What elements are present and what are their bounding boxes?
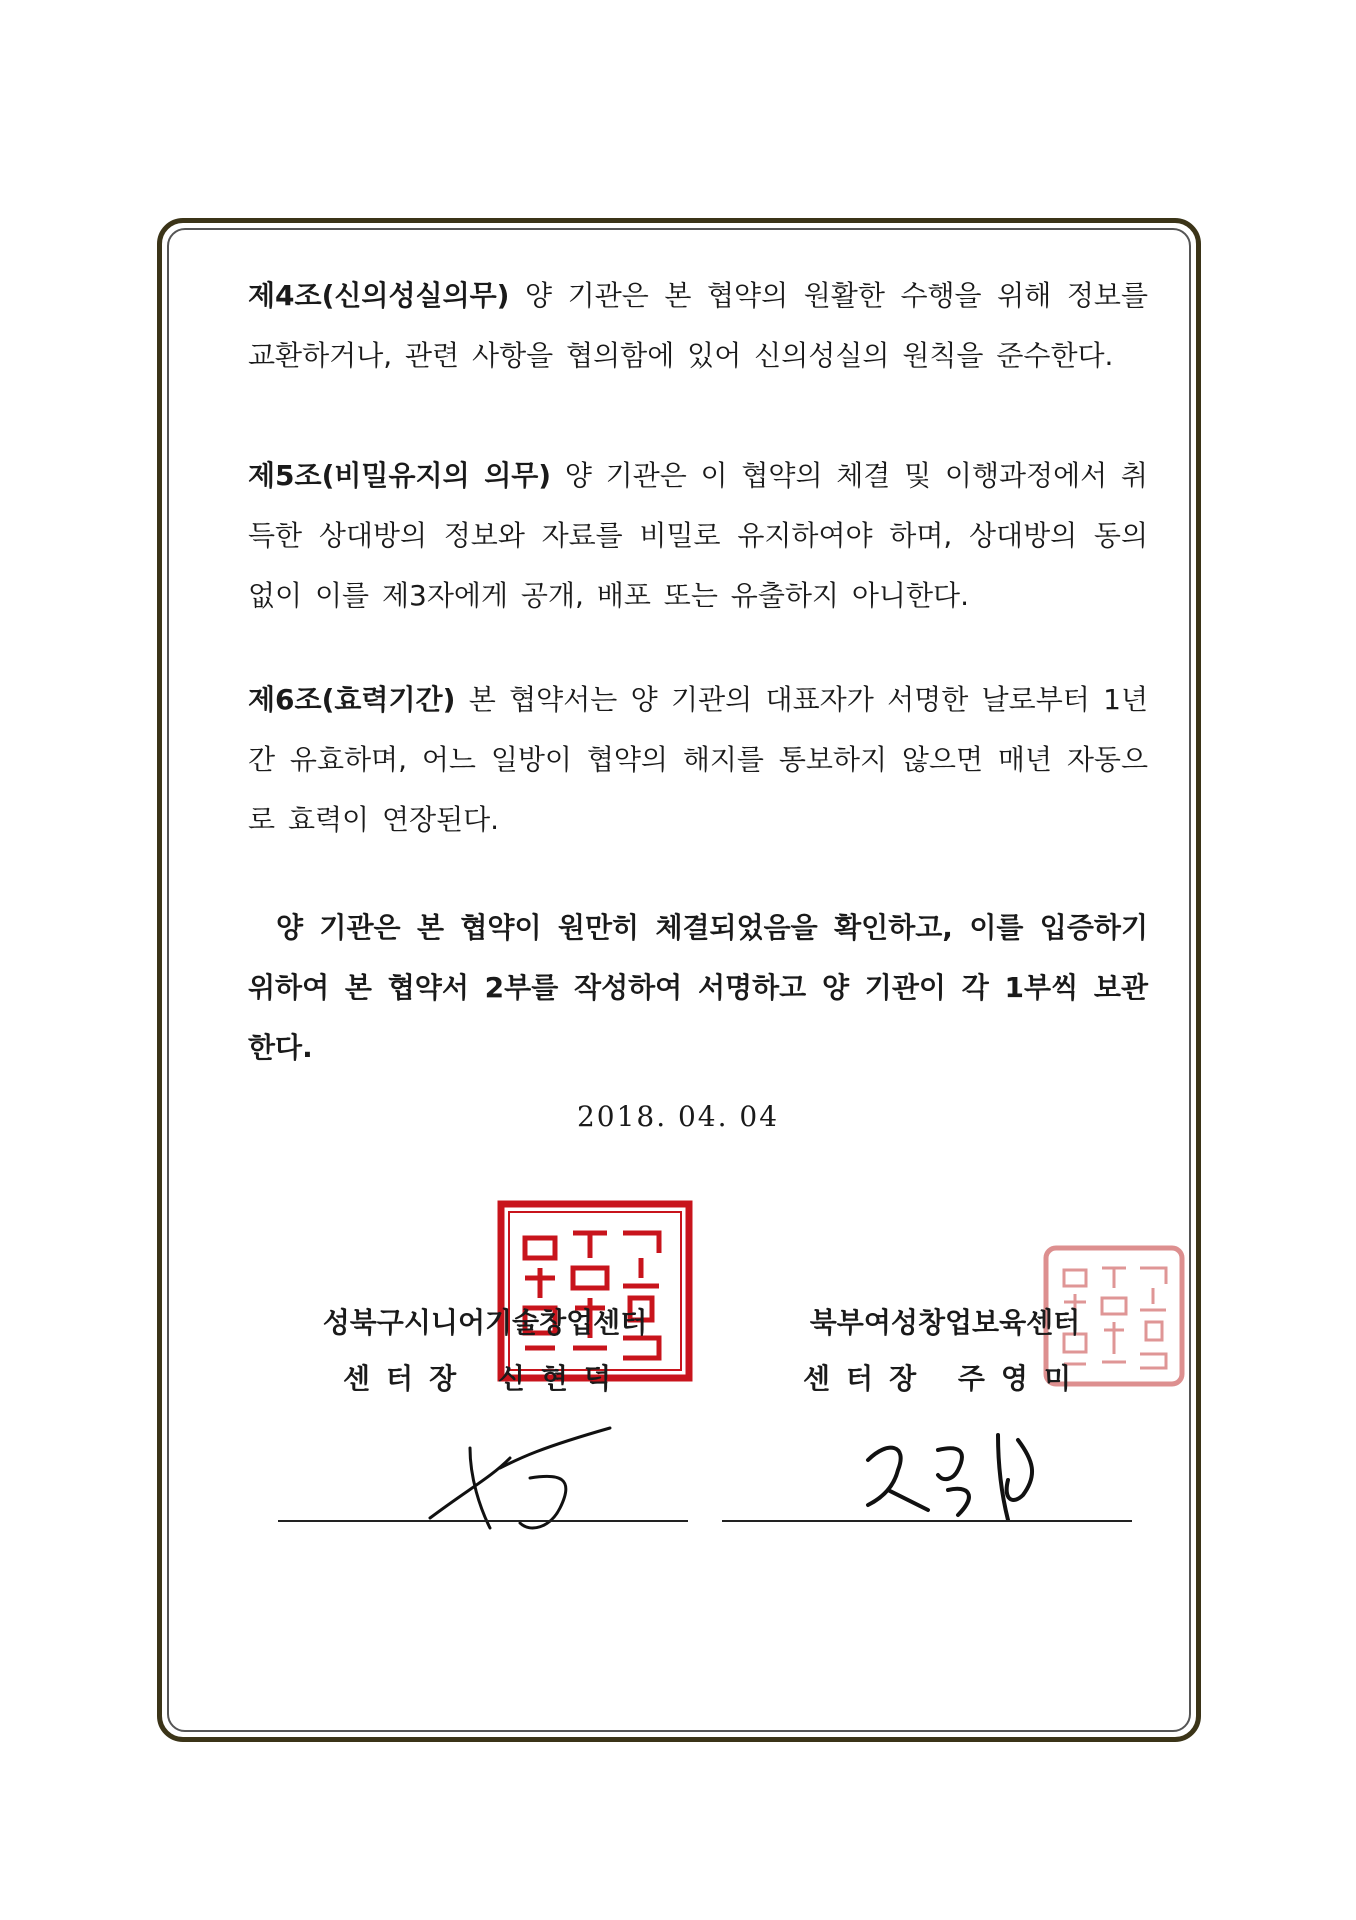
signature-line-left xyxy=(278,1520,688,1522)
article-6 xyxy=(248,670,1148,850)
party-right xyxy=(740,1295,1150,1407)
article-4 xyxy=(248,266,1148,386)
article-text: 양 기관은 본 협약의 원활한 수행을 위해 정보를 교환하거나, 관련 사항을 협의함에 있어 신의성실의 원칙을 준수한다. xyxy=(248,279,1148,372)
signature-line-right xyxy=(722,1520,1132,1522)
agreement-date: 2018. 04. 04 xyxy=(576,1100,780,1133)
party-left xyxy=(280,1295,690,1407)
article-heading: 제6조(효력기간) xyxy=(248,683,456,716)
organization-name: 성북구시니어기술창업센터 xyxy=(322,1306,648,1339)
representative-name: 센터장 주영미 xyxy=(802,1362,1088,1395)
signature-left xyxy=(410,1418,620,1542)
article-heading: 제4조(신의성실의무) xyxy=(248,279,510,312)
closing-statement: 양 기관은 본 협약이 원만히 체결되었음을 확인하고, 이를 입증하기 위하여 본 협약서 2부를 작성하여 서명하고 양 기관이 각 1부씩 보관한다. xyxy=(248,911,1148,1064)
article-text: 본 협약서는 양 기관의 대표자가 서명한 날로부터 1년간 유효하며, 어느 일방이 협약의 해지를 통보하지 않으면 매년 자동으로 효력이 연장된다. xyxy=(248,683,1148,836)
signature-right xyxy=(858,1420,1058,1528)
representative-name: 센터장 신현덕 xyxy=(342,1362,628,1395)
organization-name: 북부여성창업보육센터 xyxy=(809,1306,1081,1339)
article-text: 양 기관은 이 협약의 체결 및 이행과정에서 취득한 상대방의 정보와 자료를 비밀로 유지하여야 하며, 상대방의 동의 없이 이를 제3자에게 공개, 배포 또는 유출하지 아니한다. xyxy=(248,459,1148,612)
article-heading: 제5조(비밀유지의 의무) xyxy=(248,459,552,492)
article-5 xyxy=(248,446,1148,626)
